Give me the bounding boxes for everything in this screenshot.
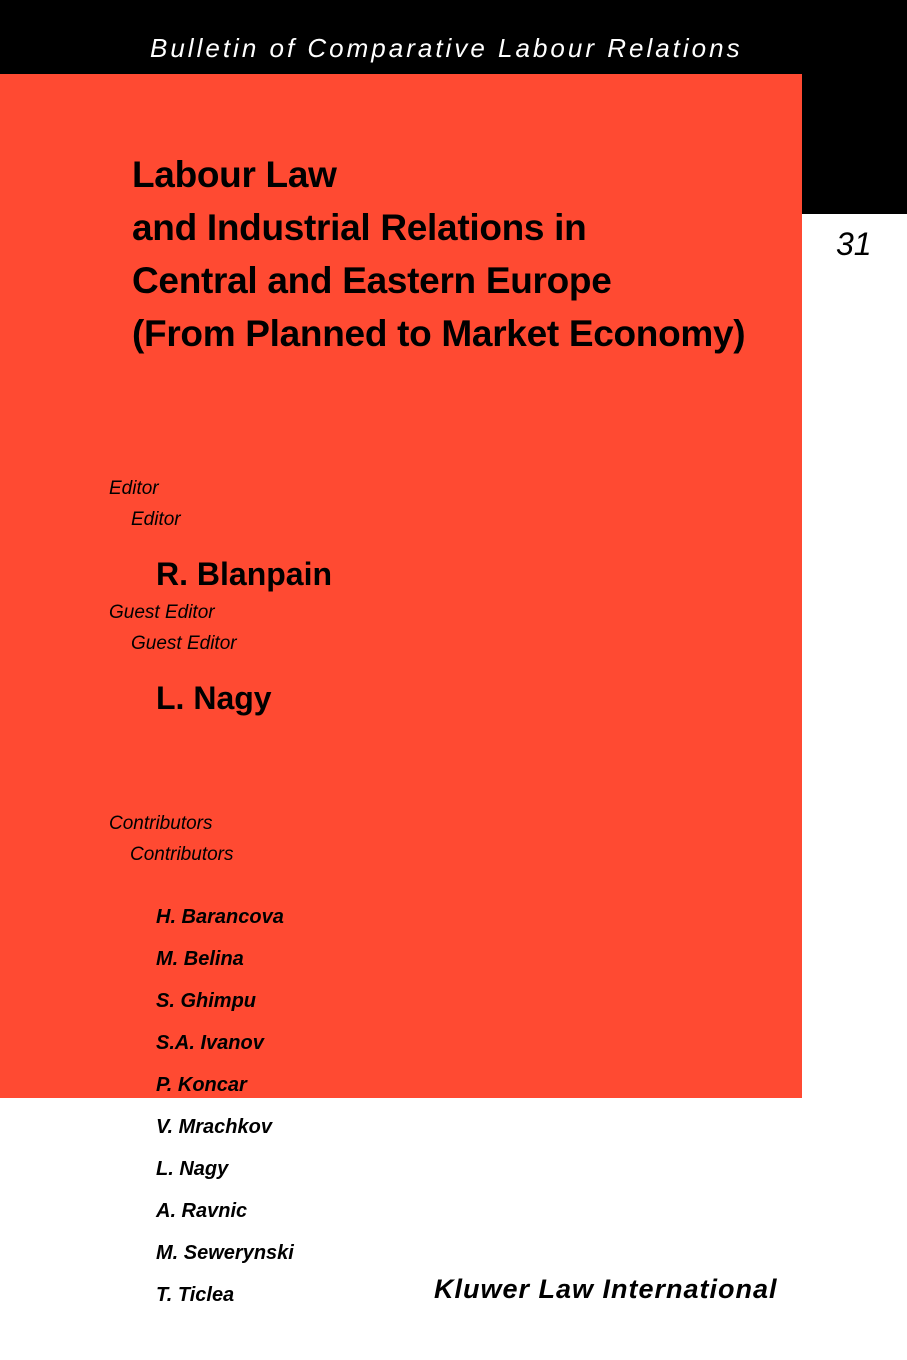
volume-black-block — [802, 74, 907, 214]
contributor-name: A. Ravnic — [156, 1200, 248, 1222]
guest-editor-name: L. Nagy — [156, 680, 272, 716]
guest-editor-label-repeat: Guest Editor — [131, 633, 237, 654]
contributor-name: M. Sewerynski — [156, 1242, 294, 1264]
contributors-label-repeat: Contributors — [130, 844, 234, 865]
contributor-name: T. Ticlea — [156, 1284, 235, 1306]
contributor-name: L. Nagy — [156, 1158, 229, 1180]
volume-number: 31 — [836, 226, 872, 262]
contributor-name: S. Ghimpu — [156, 990, 256, 1012]
book-title — [132, 148, 745, 360]
contributors-label: Contributors — [109, 813, 213, 834]
title-line: Central and Eastern Europe — [132, 260, 612, 301]
editor-label-repeat: Editor — [131, 509, 181, 530]
contributor-name: P. Koncar — [156, 1074, 247, 1096]
contributor-name: V. Mrachkov — [156, 1116, 272, 1138]
title-line: (From Planned to Market Economy) — [132, 313, 746, 354]
contributor-name: H. Barancova — [156, 906, 284, 928]
contributor-name: M. Belina — [156, 948, 244, 970]
editor-name: R. Blanpain — [156, 556, 333, 592]
title-line: and Industrial Relations in — [132, 207, 587, 248]
contributor-name: S.A. Ivanov — [156, 1032, 264, 1054]
editor-label: Editor — [109, 478, 159, 499]
guest-editor-label: Guest Editor — [109, 602, 215, 623]
contributors-list — [156, 896, 294, 1316]
publisher-name: Kluwer Law International — [434, 1274, 778, 1304]
title-line: Labour Law — [132, 154, 337, 195]
series-title: Bulletin of Comparative Labour Relations — [150, 33, 743, 63]
